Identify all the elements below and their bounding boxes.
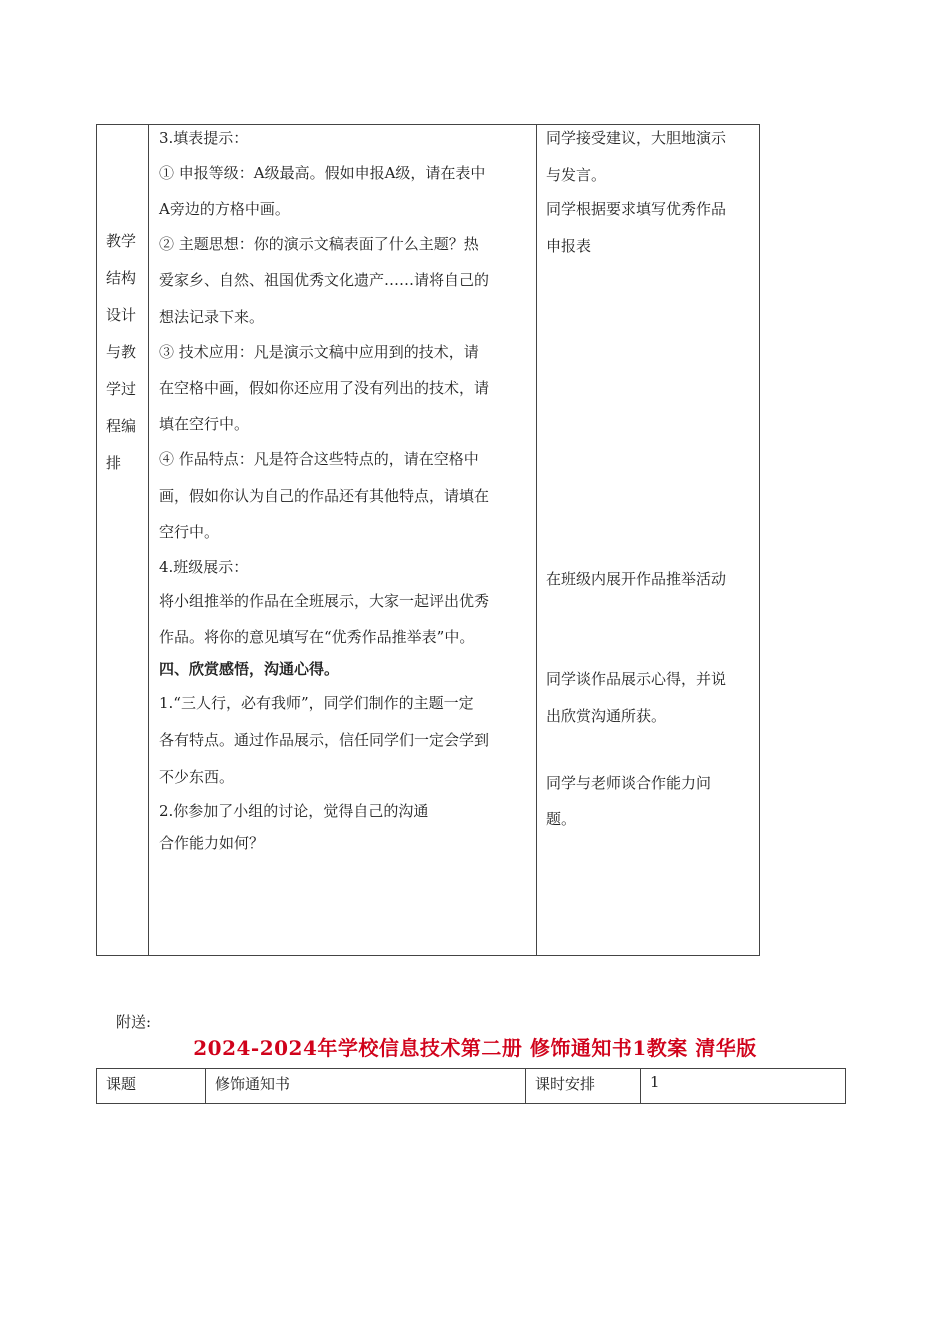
student-activity-cell	[537, 125, 759, 955]
lesson-info-table	[96, 1068, 846, 1104]
content-line: 填在空行中。	[159, 415, 250, 433]
activity-line: 与发言。	[546, 166, 607, 184]
section-heading: 四、欣赏感悟，沟通心得。	[159, 660, 340, 678]
content-line: 2.你参加了小组的讨论，觉得自己的沟通	[159, 802, 429, 820]
content-line: 作品。将你的意见填写在“优秀作品推举表”中。	[159, 628, 475, 646]
content-line: ① 申报等级：A级最高。假如申报A级，请在表中	[159, 164, 486, 182]
activity-line: 同学接受建议，大胆地演示	[546, 129, 727, 147]
content-line: 不少东西。	[159, 768, 235, 786]
activity-line: 题。	[546, 810, 577, 828]
content-line: A旁边的方格中画。	[159, 200, 290, 218]
content-line: 4.班级展示：	[159, 558, 249, 576]
section-label-cell	[97, 125, 149, 955]
activity-line: 申报表	[546, 237, 592, 255]
content-line: 空行中。	[159, 523, 220, 541]
activity-line: 在班级内展开作品推举活动	[546, 570, 727, 588]
content-line: ④ 作品特点：凡是符合这些特点的，请在空格中	[159, 450, 479, 468]
content-line: 将小组推举的作品在全班展示，大家一起评出优秀	[159, 592, 490, 610]
content-line: ③ 技术应用：凡是演示文稿中应用到的技术，请	[159, 343, 479, 361]
content-line: 各有特点。通过作品展示，信任同学们一定会学到	[159, 731, 490, 749]
class-hours-label: 课时安排	[526, 1069, 641, 1103]
content-line: 在空格中画，假如你还应用了没有列出的技术，请	[159, 379, 490, 397]
content-line: 1.“三人行，必有我师”，同学们制作的主题一定	[159, 694, 474, 712]
lesson-plan-table	[96, 124, 760, 956]
document-title: 2024-2024年学校信息技术第二册 修饰通知书1教案 清华版	[193, 1036, 757, 1060]
appendix-label: 附送:	[116, 1013, 152, 1031]
activity-line: 出欣赏沟通所获。	[546, 707, 667, 725]
content-line: 爱家乡、自然、祖国优秀文化遗产……请将自己的	[159, 271, 490, 289]
teaching-content-cell	[149, 125, 537, 955]
activity-line: 同学与老师谈合作能力问	[546, 774, 712, 792]
section-label: 教学结构设计与教学过程编排	[106, 232, 137, 472]
content-line: ② 主题思想：你的演示文稿表面了什么主题？热	[159, 235, 479, 253]
topic-label: 课题	[97, 1069, 206, 1103]
content-line: 想法记录下来。	[159, 308, 265, 326]
content-line: 3.填表提示：	[159, 129, 249, 147]
topic-value: 修饰通知书	[206, 1069, 526, 1103]
class-hours-value: 1	[650, 1073, 660, 1091]
content-line: 画，假如你认为自己的作品还有其他特点，请填在	[159, 487, 490, 505]
content-line: 合作能力如何？	[159, 834, 265, 852]
activity-line: 同学根据要求填写优秀作品	[546, 200, 727, 218]
activity-line: 同学谈作品展示心得，并说	[546, 670, 727, 688]
